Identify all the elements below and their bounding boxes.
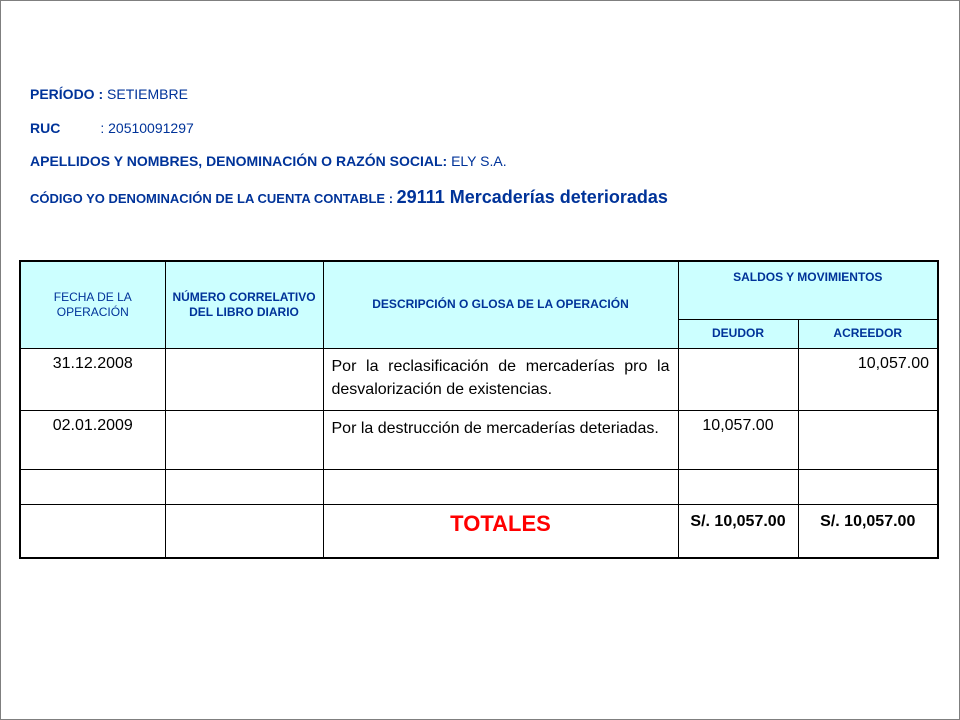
total-acreedor: S/. 10,057.00 — [798, 504, 938, 558]
total-deudor: S/. 10,057.00 — [678, 504, 798, 558]
empty-row — [20, 469, 938, 504]
row-fecha: 31.12.2008 — [20, 348, 165, 410]
totales-label: TOTALES — [323, 504, 678, 558]
row-deudor — [678, 348, 798, 410]
row-numero — [165, 348, 323, 410]
row-descripcion: Por la destrucción de mercaderías deteriadas. — [323, 410, 678, 469]
razon-social-value: ELY S.A. — [451, 153, 507, 169]
col-header-deudor: DEUDOR — [678, 319, 798, 348]
cuenta-label: CÓDIGO YO DENOMINACIÓN DE LA CUENTA CONTABLE : — [30, 191, 394, 206]
row-descripcion: Por la reclasificación de mercaderías pro la desvalorización de existencias. — [323, 348, 678, 410]
ruc-line — [30, 120, 194, 136]
row-deudor: 10,057.00 — [678, 410, 798, 469]
row-acreedor — [798, 410, 938, 469]
table-row — [20, 348, 938, 410]
totals-row — [20, 504, 938, 558]
row-fecha: 02.01.2009 — [20, 410, 165, 469]
row-numero — [165, 410, 323, 469]
razon-social-label: APELLIDOS Y NOMBRES, DENOMINACIÓN O RAZÓN SOCIAL: — [30, 153, 448, 169]
periodo-label: PERÍODO : — [30, 86, 104, 102]
cuenta-value: 29111 Mercaderías deterioradas — [396, 187, 668, 207]
razon-social-line — [30, 153, 507, 169]
ruc-label: RUC — [30, 120, 61, 136]
periodo-line — [30, 86, 188, 102]
ledger-table — [19, 260, 939, 559]
ruc-value: : 20510091297 — [100, 120, 194, 136]
row-acreedor: 10,057.00 — [798, 348, 938, 410]
table-row — [20, 410, 938, 469]
col-header-saldos: SALDOS Y MOVIMIENTOS — [678, 261, 938, 319]
col-header-descripcion: DESCRIPCIÓN O GLOSA DE LA OPERACIÓN — [323, 261, 678, 348]
col-header-numero: NÚMERO CORRELATIVO DEL LIBRO DIARIO — [165, 261, 323, 348]
col-header-acreedor: ACREEDOR — [798, 319, 938, 348]
periodo-value: SETIEMBRE — [107, 86, 188, 102]
col-header-fecha: FECHA DE LA OPERACIÓN — [20, 261, 165, 348]
cuenta-line — [30, 187, 668, 208]
